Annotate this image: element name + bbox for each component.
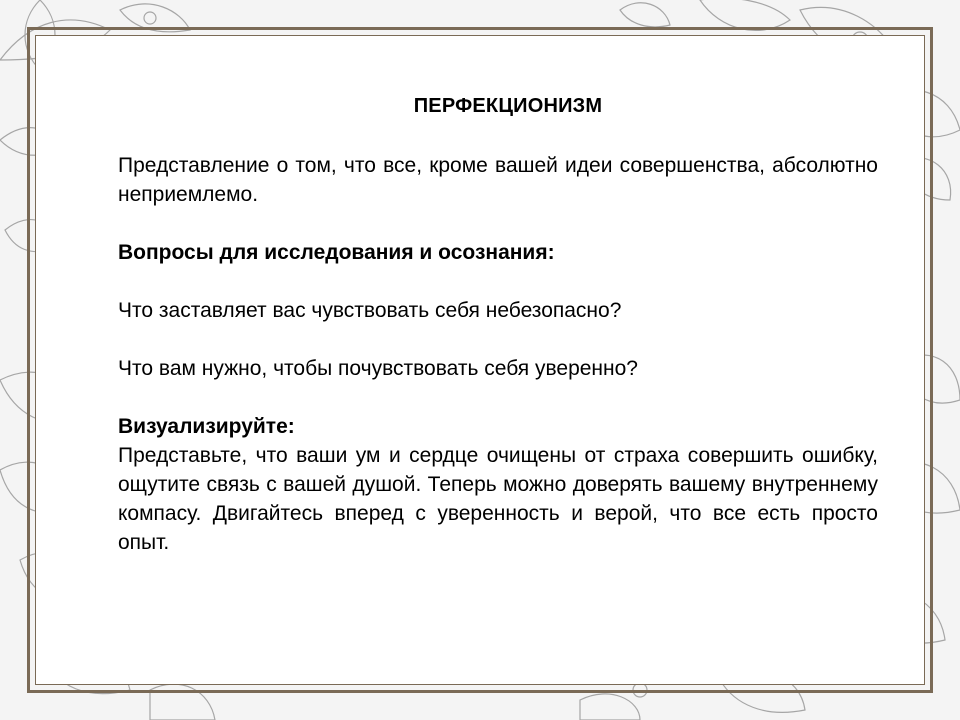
questions-heading: Вопросы для исследования и осознания bbox=[118, 241, 548, 264]
definition-text: Представление о том, что все, кроме вашей идеи совершенства, абсолютно неприемлемо. bbox=[118, 154, 878, 206]
slide-content bbox=[118, 92, 878, 557]
question-1: Что заставляет вас чувствовать себя небезопасно? bbox=[118, 299, 622, 322]
question-2: Что вам нужно, чтобы почувствовать себя уверенно? bbox=[118, 357, 638, 380]
slide-title: ПЕРФЕКЦИОНИЗМ bbox=[413, 95, 603, 117]
questions-heading-line bbox=[118, 238, 878, 267]
visualize-text: Представьте, что ваши ум и сердце очищены от страха совершить ошибку, ощутите связь с вашей душой. Теперь можно доверять вашему внутреннему компасу. Двигайтесь вперед с уверенность и верой, что все есть просто опыт. bbox=[118, 444, 878, 554]
visualize-heading: Визуализируйте: bbox=[118, 415, 295, 438]
questions-heading-colon: : bbox=[547, 241, 555, 264]
